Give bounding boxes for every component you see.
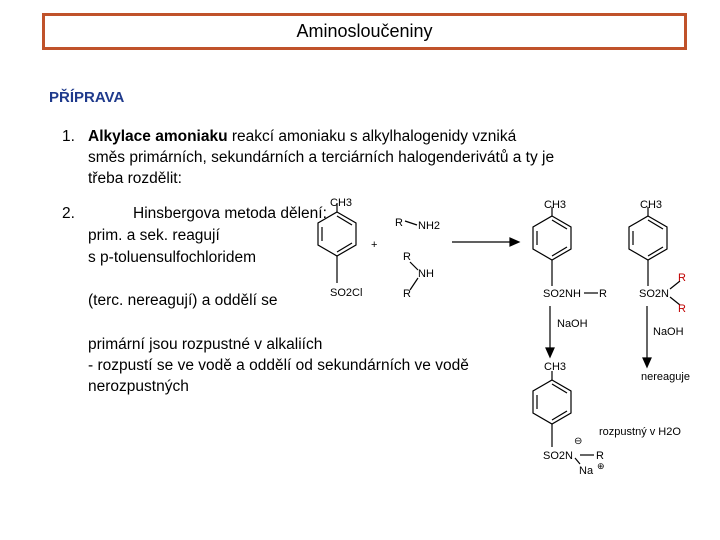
item-2-line-7: nerozpustných bbox=[88, 378, 189, 395]
rozpustny-label: rozpustný v H2O bbox=[599, 426, 681, 438]
so2n-minus-label: SO2N bbox=[543, 450, 573, 462]
ch3-label-2: CH3 bbox=[544, 199, 567, 211]
item-2-line-3: s p-toluensulfochloridem bbox=[88, 249, 257, 266]
ch3-label-1: CH3 bbox=[330, 197, 353, 209]
benzene-ring-2 bbox=[533, 216, 571, 260]
r-label-5: R bbox=[678, 272, 686, 284]
benzene-ring-3 bbox=[629, 216, 667, 260]
r-label-6: R bbox=[678, 303, 686, 315]
r-label-1: R bbox=[395, 217, 403, 229]
r-label-4: R bbox=[599, 288, 607, 300]
plus-charge: ⊕ bbox=[597, 461, 605, 471]
r-label-2: R bbox=[403, 251, 411, 263]
r-label-3: R bbox=[403, 288, 411, 300]
item-2-line-6: - rozpustí se ve vodě a oddělí od sekundárních ve vodě bbox=[88, 357, 469, 374]
nh2-label: NH2 bbox=[418, 220, 441, 232]
item-2-line-4: (terc. nereagují) a oddělí se bbox=[88, 292, 278, 309]
page-title: Aminosloučeniny bbox=[296, 21, 433, 41]
na-label: Na bbox=[579, 465, 594, 477]
item-2-line-2: prim. a sek. reagují bbox=[88, 227, 220, 244]
benzene-ring-4 bbox=[533, 380, 571, 424]
item-1-line-3: třeba rozdělit: bbox=[88, 170, 182, 187]
item-2-line-5: primární jsou rozpustné v alkaliích bbox=[88, 336, 323, 353]
item-1-bold: Alkylace amoniaku bbox=[88, 128, 228, 145]
section-heading: PŘÍPRAVA bbox=[49, 89, 125, 106]
item-1-rest: reakcí amoniaku s alkylhalogenidy vzniká bbox=[227, 128, 517, 145]
so2cl-label: SO2Cl bbox=[330, 287, 363, 299]
item-2-line-1: Hinsbergova metoda dělení: bbox=[133, 205, 327, 222]
minus-charge: ⊖ bbox=[574, 436, 583, 447]
naoh-label-1: NaOH bbox=[557, 318, 588, 330]
ch3-label-4: CH3 bbox=[544, 361, 567, 373]
so2n-label: SO2N bbox=[639, 288, 669, 300]
r-label-7: R bbox=[596, 450, 604, 462]
plus-sign: + bbox=[371, 239, 378, 251]
nereaguje-label: nereaguje bbox=[641, 371, 690, 383]
naoh-label-2: NaOH bbox=[653, 326, 684, 338]
so2nh-label: SO2NH bbox=[543, 288, 581, 300]
nh-label: NH bbox=[418, 268, 434, 280]
ch3-label-3: CH3 bbox=[640, 199, 663, 211]
item-1-line-2: směs primárních, sekundárních a terciárních halogenderivátů a ty je bbox=[88, 149, 555, 166]
item-2-number: 2. bbox=[62, 205, 75, 222]
benzene-ring-1 bbox=[318, 212, 356, 256]
item-1-number: 1. bbox=[62, 128, 75, 145]
